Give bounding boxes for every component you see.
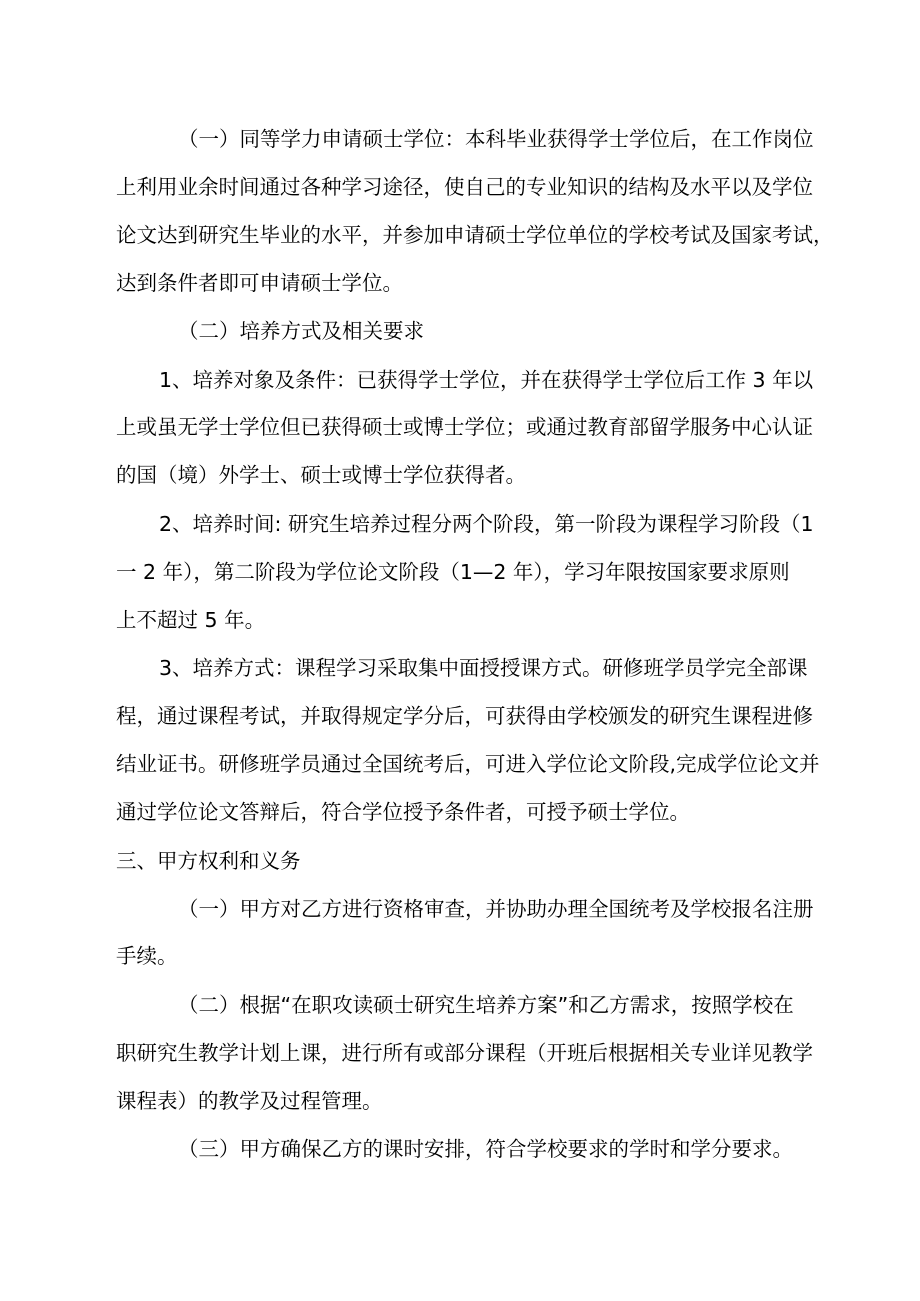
section-heading: （二）培养方式及相关要求 <box>178 319 424 343</box>
paragraph-line: （一）甲方对乙方进行资格审查，并协助办理全国统考及学校报名注册 <box>178 897 814 921</box>
paragraph-line: （一）同等学力申请硕士学位：本科毕业获得学士学位后，在工作岗位 <box>178 127 814 151</box>
paragraph-line: 3、培养方式：课程学习采取集中面授授课方式。研修班学员学完全部课 <box>159 656 808 680</box>
paragraph-line: 课程表）的教学及过程管理。 <box>116 1089 383 1113</box>
paragraph-line: 上利用业余时间通过各种学习途径，使自己的专业知识的结构及水平以及学位 <box>116 175 813 199</box>
paragraph-line: 职研究生教学计划上课，进行所有或部分课程（开班后根据相关专业详见教学 <box>116 1041 813 1065</box>
paragraph-line: 的国（境）外学士、硕士或博士学位获得者。 <box>116 463 526 487</box>
paragraph-line: 上不超过 5 年。 <box>116 608 266 632</box>
paragraph-line: 1、培养对象及条件：已获得学士学位，并在获得学士学位后工作 3 年以 <box>159 368 814 392</box>
paragraph-line: 达到条件者即可申请硕士学位。 <box>116 271 403 295</box>
paragraph-line: 上或虽无学士学位但已获得硕士或博士学位；或通过教育部留学服务中心认证 <box>116 415 813 439</box>
paragraph-line: 通过学位论文答辩后，符合学位授予条件者，可授予硕士学位。 <box>116 800 690 824</box>
paragraph-line: 一 2 年），第二阶段为学位论文阶段（1—2 年），学习年限按国家要求原则 <box>116 560 790 584</box>
paragraph-line: 结业证书。研修班学员通过全国统考后，可进入学位论文阶段,完成学位论文并 <box>116 752 820 776</box>
paragraph-line: （三）甲方确保乙方的课时安排，符合学校要求的学时和学分要求。 <box>178 1137 793 1161</box>
paragraph-line: 程，通过课程考试，并取得规定学分后，可获得由学校颁发的研究生课程进修 <box>116 704 813 728</box>
paragraph-line: 2、培养时间: 研究生培养过程分两个阶段，第一阶段为课程学习阶段（1 <box>159 512 814 536</box>
paragraph-line: 论文达到研究生毕业的水平，并参加申请硕士学位单位的学校考试及国家考试， <box>116 223 834 247</box>
paragraph-line: （二）根据“在职攻读硕士研究生培养方案”和乙方需求，按照学校在 <box>178 993 794 1017</box>
paragraph-line: 手续。 <box>116 944 178 968</box>
section-heading: 三、甲方权利和义务 <box>116 849 301 873</box>
